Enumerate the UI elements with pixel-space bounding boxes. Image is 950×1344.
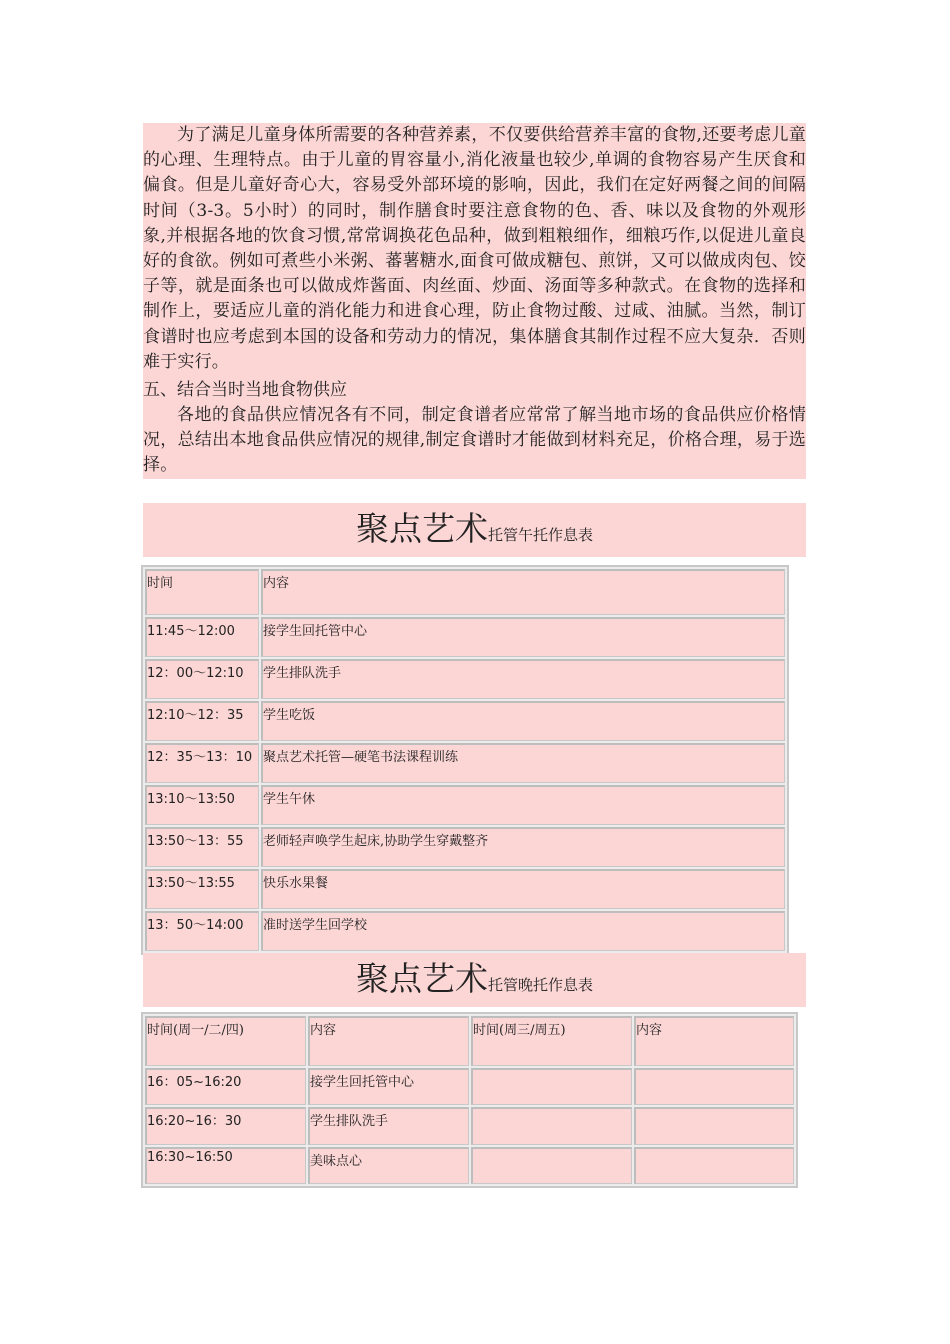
header-time-mon-tue-thu: 时间(周一/二/四) — [145, 1016, 306, 1066]
row-content: 快乐水果餐 — [261, 869, 785, 909]
noon-subtitle: 托管午托作息表 — [487, 526, 593, 544]
row-content-2 — [634, 1147, 794, 1184]
noon-title — [143, 503, 806, 557]
header-content: 内容 — [261, 569, 785, 615]
noon-brand: 聚点艺术 — [355, 509, 488, 548]
section-heading: 五、结合当时当地食物供应 — [143, 380, 347, 401]
row-time: 12:10～12：35 — [145, 701, 259, 741]
table-row — [145, 869, 785, 909]
row-content-1: 美味点心 — [308, 1147, 469, 1184]
evening-brand: 聚点艺术 — [355, 959, 488, 998]
header-time-wed-fri: 时间(周三/周五) — [471, 1016, 632, 1066]
table-row — [145, 1068, 794, 1105]
intro-paragraph: 为了满足儿童身体所需要的各种营养素，不仅要供给营养丰富的食物,还要考虑儿童的心理、生理特点。由于儿童的胃容量小,消化液量也较少,单调的食物容易产生厌食和偏食。但是儿童好奇心大，容易受外部环境的影响，因此，我们在定好两餐之间的间隔时间（3-3。5小时）的同时，制作膳食时要注意食物的色、香、味以及食物的外观形象,并根据各地的饮食习惯,常常调换花色品种，做到粗粮细作，细粮巧作,以促进儿童良好的食欲。例如可煮些小米粥、蕃薯糖水,面食可做成糖包、煎饼，又可以做成肉包、饺子等，就是面条也可以做成炸酱面、肉丝面、炒面、汤面等多种款式。在食物的选择和制作上，要适应儿童的消化能力和进食心理，防止食物过酸、过咸、油腻。当然，制订食谱时也应考虑到本国的设备和劳动力的情况，集体膳食其制作过程不应大复杂．否则难于实行。 — [143, 125, 806, 372]
intro-text-block — [143, 123, 806, 479]
table-row — [145, 785, 785, 825]
row-content: 学生吃饭 — [261, 701, 785, 741]
row-time-1: 16:30~16:50 — [145, 1147, 306, 1184]
row-content: 聚点艺术托管—硬笔书法课程训练 — [261, 743, 785, 783]
table-row — [145, 743, 785, 783]
row-time: 13:50～13:55 — [145, 869, 259, 909]
row-content: 接学生回托管中心 — [261, 617, 785, 657]
row-content-2 — [634, 1068, 794, 1105]
row-time: 11:45～12:00 — [145, 617, 259, 657]
row-time-2 — [471, 1107, 632, 1144]
row-time: 12：35～13：10 — [145, 743, 259, 783]
evening-title — [143, 953, 806, 1007]
table-header-row — [145, 1016, 794, 1066]
table-row — [145, 827, 785, 867]
row-time-2 — [471, 1147, 632, 1184]
table-row — [145, 1147, 794, 1184]
row-time-1: 16:20~16：30 — [145, 1107, 306, 1144]
table-row — [145, 701, 785, 741]
table-row — [145, 1107, 794, 1144]
row-content: 老师轻声唤学生起床,协助学生穿戴整齐 — [261, 827, 785, 867]
row-time: 13:50～13：55 — [145, 827, 259, 867]
table-header-row — [145, 569, 785, 615]
table-row — [145, 659, 785, 699]
table-row — [145, 617, 785, 657]
supply-paragraph: 各地的食品供应情况各有不同，制定食谱者应常常了解当地市场的食品供应价格情况，总结出本地食品供应情况的规律,制定食谱时才能做到材料充足，价格合理，易于选择。 — [143, 405, 806, 476]
evening-subtitle: 托管晚托作息表 — [487, 976, 593, 994]
row-content-1: 接学生回托管中心 — [308, 1068, 469, 1105]
row-content: 学生午休 — [261, 785, 785, 825]
noon-schedule-table — [141, 565, 789, 955]
row-content: 学生排队洗手 — [261, 659, 785, 699]
row-time: 12：00～12:10 — [145, 659, 259, 699]
row-content-1: 学生排队洗手 — [308, 1107, 469, 1144]
row-content: 准时送学生回学校 — [261, 911, 785, 951]
row-time-2 — [471, 1068, 632, 1105]
header-content-2: 内容 — [634, 1016, 794, 1066]
row-time: 13：50～14:00 — [145, 911, 259, 951]
header-time: 时间 — [145, 569, 259, 615]
row-time-1: 16：05~16:20 — [145, 1068, 306, 1105]
table-row — [145, 911, 785, 951]
header-content-1: 内容 — [308, 1016, 469, 1066]
evening-schedule-table — [141, 1012, 798, 1188]
row-content-2 — [634, 1107, 794, 1144]
row-time: 13:10～13:50 — [145, 785, 259, 825]
